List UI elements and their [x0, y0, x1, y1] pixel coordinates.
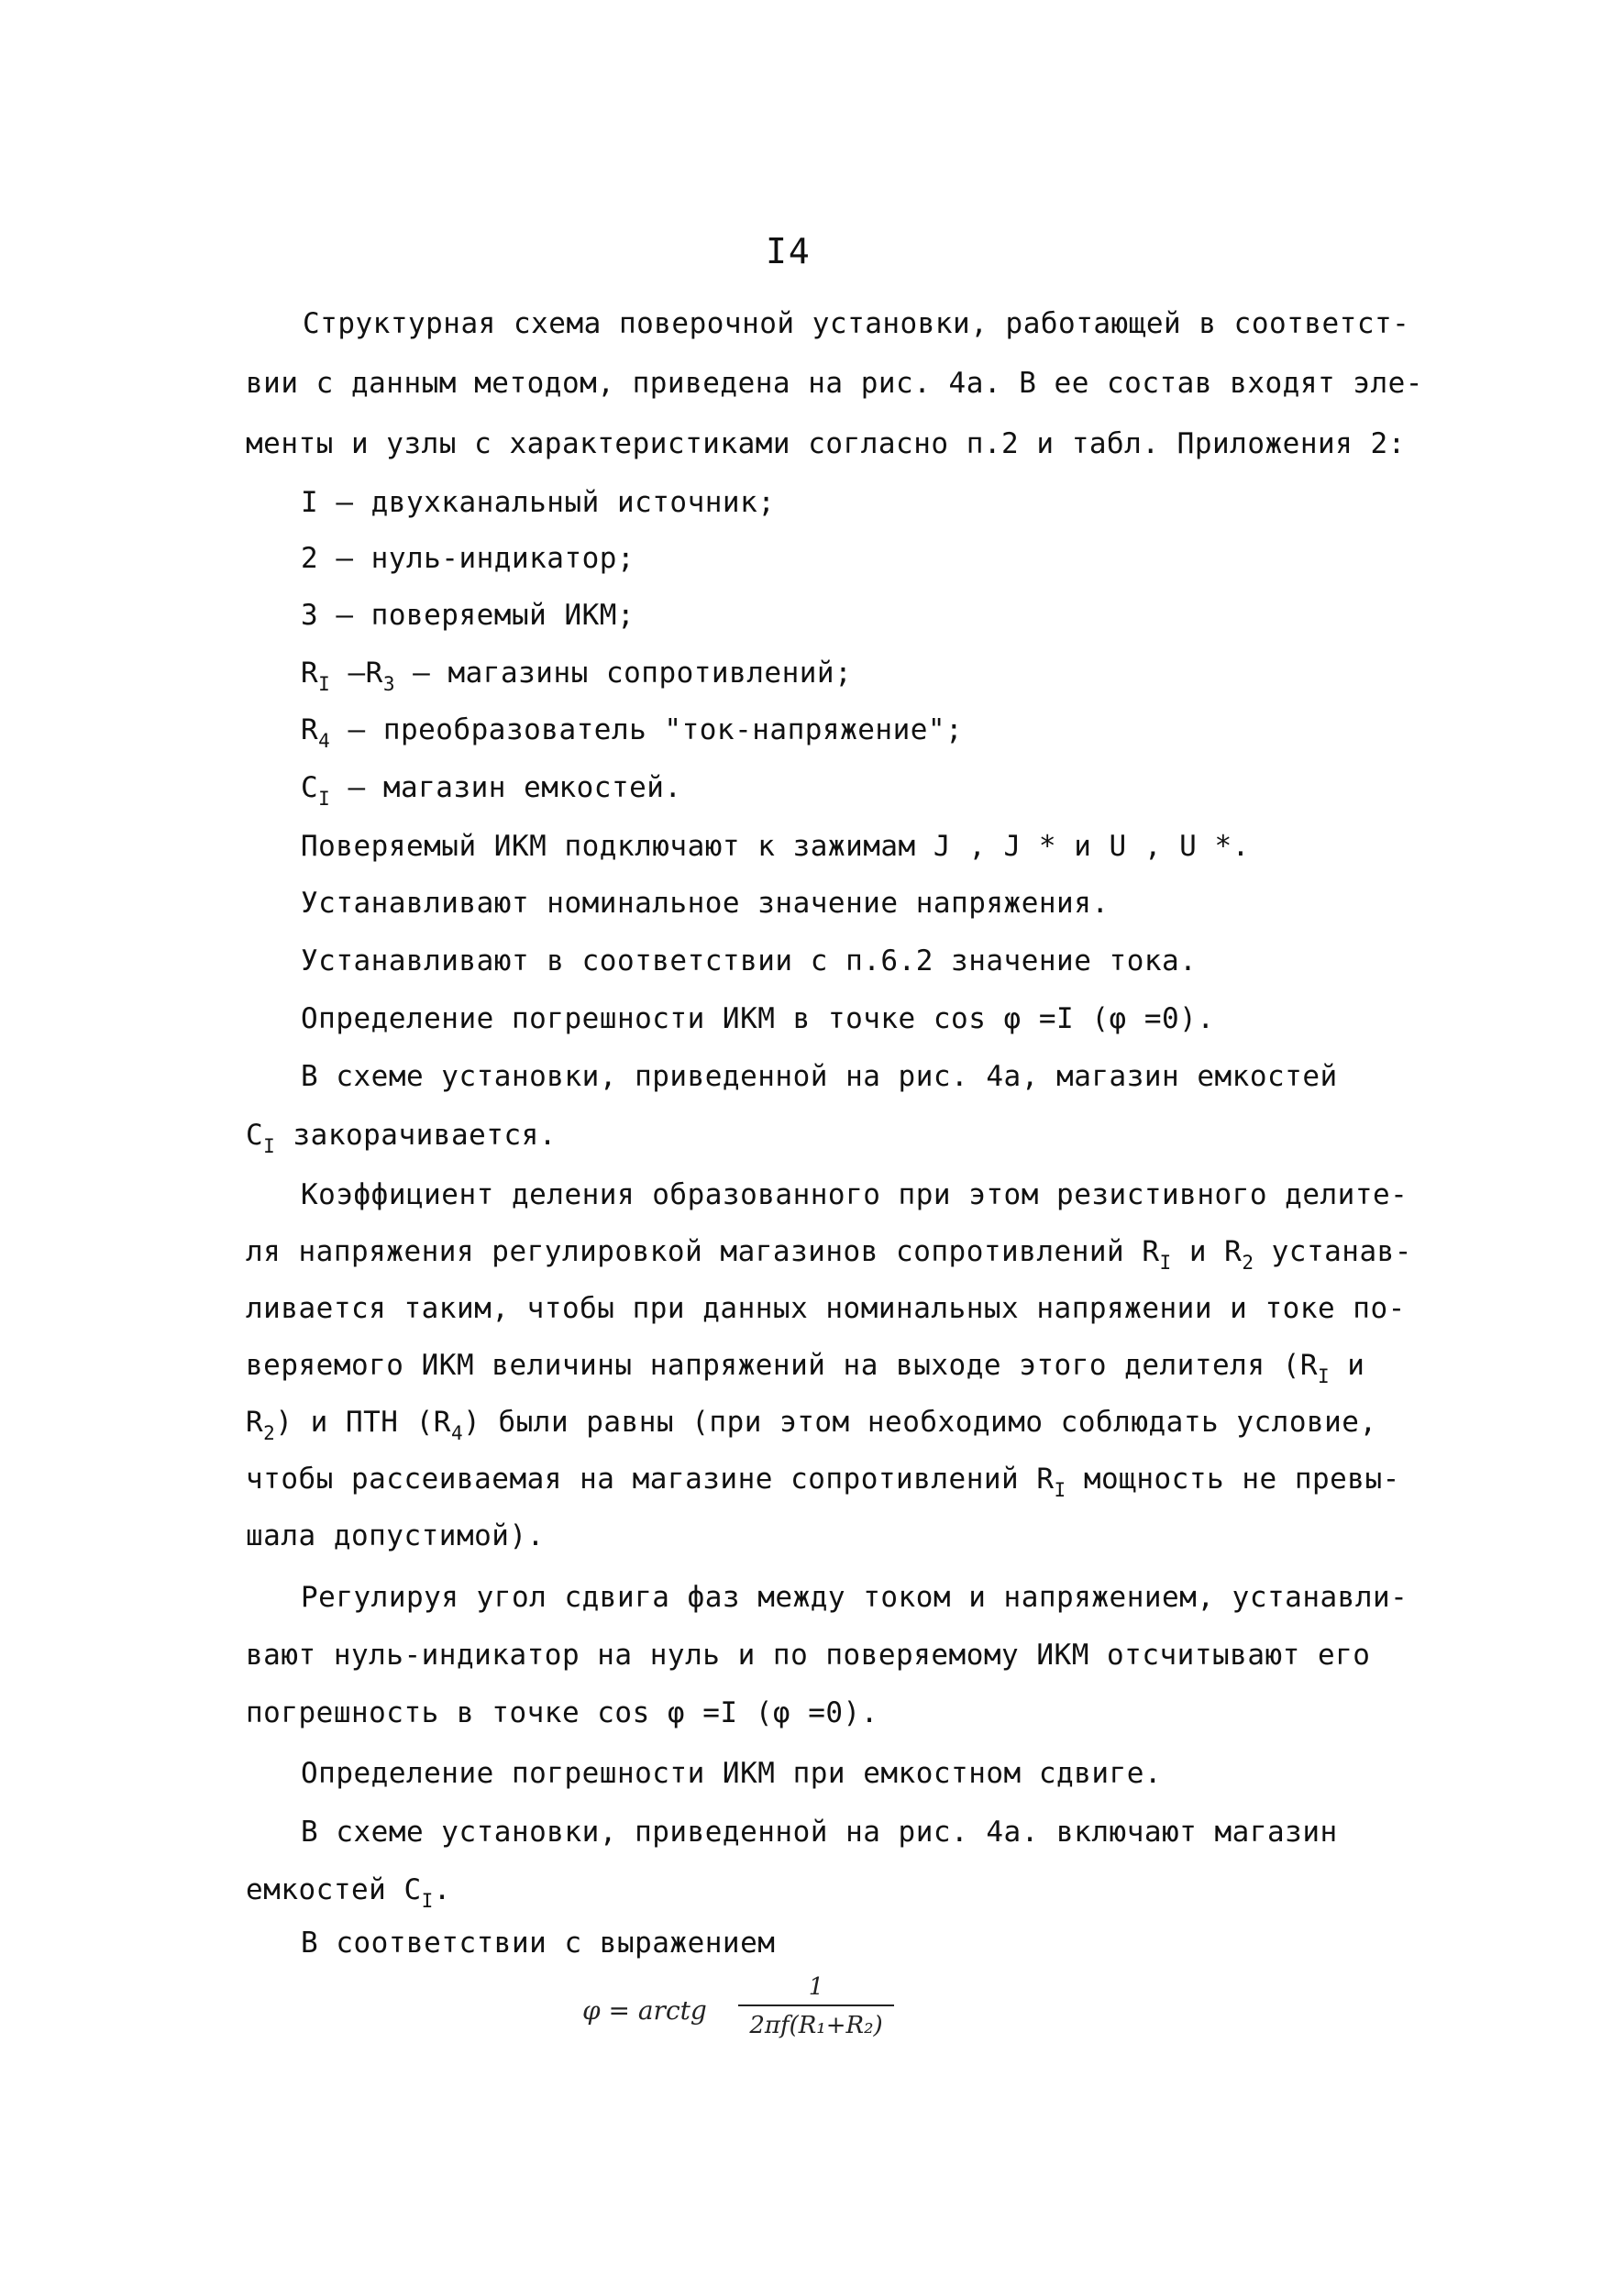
scheme-line-1: В схеме установки, приведенной на рис. 4а, магазин емкостей	[301, 1060, 1338, 1093]
paragraph-1-line-3: менты и узлы с характеристиками согласно п.2 и табл. Приложения 2:	[246, 427, 1406, 460]
formula-lhs: φ = arctg	[582, 1995, 707, 2026]
line-text: ) были равны (при этом необходимо соблюдать условие,	[463, 1406, 1377, 1439]
page-number: I4	[766, 231, 812, 271]
paragraph-2-line-6	[246, 1460, 1400, 1509]
step-set-current: Устанавливают в соответствии с п.6.2 значение тока.	[301, 944, 1198, 977]
subscript: 3	[382, 673, 395, 695]
line-text: ля напряжения регулировкой магазинов сопротивлений R	[246, 1235, 1160, 1268]
symbol-r: –R	[330, 657, 383, 690]
line-text: ) и ПТН (R	[275, 1406, 451, 1439]
element-item-2: 2 – нуль-индикатор;	[301, 542, 635, 575]
formula-numerator: 1	[808, 1973, 824, 2001]
line-text: устанав-	[1254, 1235, 1412, 1268]
paragraph-2-line-4	[246, 1346, 1364, 1396]
subscript: I	[1317, 1365, 1331, 1387]
capacitive-line-1: В схеме установки, приведенной на рис. 4а. включают магазин	[301, 1816, 1338, 1849]
line-text: и R	[1171, 1235, 1243, 1268]
element-item-3: 3 – поверяемый ИКМ;	[301, 599, 635, 632]
paragraph-3-line-3: погрешность в точке cos φ =I (φ =0).	[246, 1696, 878, 1729]
subscript: I	[263, 1135, 276, 1157]
subscript: I	[1054, 1479, 1066, 1501]
item-text: – магазины сопротивлений;	[394, 657, 853, 690]
scheme-line-2	[246, 1116, 557, 1165]
paragraph-1-line-1: Структурная схема поверочной установки, работающей в соответст-	[303, 307, 1410, 340]
element-item-r1-r3	[301, 654, 852, 703]
line-text: емкостей C	[246, 1873, 422, 1906]
subscript: I	[318, 788, 331, 810]
item-text: – преобразователь "ток-напряжение";	[330, 713, 964, 746]
subscript: 4	[450, 1422, 464, 1444]
symbol-c: C	[246, 1119, 264, 1152]
item-text: – магазин емкостей.	[330, 771, 682, 804]
fraction-bar	[738, 2004, 894, 2006]
paragraph-2-line-1: Коэффициент деления образованного при этом резистивного делите-	[301, 1178, 1409, 1211]
line-text: закорачивается.	[275, 1119, 557, 1152]
symbol-c: C	[301, 771, 319, 804]
subscript: I	[1159, 1252, 1172, 1274]
element-item-r4	[301, 711, 963, 760]
paragraph-3-line-1: Регулируя угол сдвига фаз между током и напряжением, устанавли-	[301, 1581, 1409, 1614]
paragraph-3-line-2: вают нуль-индикатор на нуль и по поверяемому ИКМ отсчитывают его	[246, 1639, 1371, 1672]
symbol-r: R	[301, 713, 319, 746]
heading-cos-error: Определение погрешности ИКМ в точке cos φ =I (φ =0).	[301, 1002, 1215, 1035]
subscript: 4	[318, 730, 331, 752]
formula-denominator: 2πf(R₁+R₂)	[749, 2012, 883, 2039]
subscript: I	[318, 673, 331, 695]
line-text: и	[1330, 1349, 1365, 1382]
symbol-r: R	[301, 657, 319, 690]
heading-capacitive-shift: Определение погрешности ИКМ при емкостном сдвиге.	[301, 1757, 1163, 1790]
paragraph-2-line-5	[246, 1403, 1377, 1452]
paragraph-2-line-3: ливается таким, чтобы при данных номинальных напряжении и токе по-	[246, 1292, 1406, 1325]
element-item-1: I – двухканальный источник;	[301, 486, 776, 519]
step-connect: Поверяемый ИКМ подключают к зажимам J , J * и U , U *.	[301, 830, 1250, 863]
subscript: 2	[263, 1422, 276, 1444]
line-text: мощность не превы-	[1066, 1463, 1400, 1496]
subscript: I	[421, 1890, 434, 1912]
line-text: чтобы рассеиваемая на магазине сопротивлений R	[246, 1463, 1055, 1496]
paragraph-2-line-7: шала допустимой).	[246, 1519, 545, 1552]
symbol-r: R	[246, 1406, 264, 1439]
paragraph-1-line-2: вии с данным методом, приведена на рис. 4а. В ее состав входят эле-	[246, 367, 1423, 400]
subscript: 2	[1242, 1252, 1254, 1274]
capacitive-line-3: В соответствии с выражением	[301, 1927, 776, 1960]
formula-fraction	[738, 1971, 894, 2041]
line-text: веряемого ИКМ величины напряжений на выходе этого делителя (R	[246, 1349, 1318, 1382]
line-text: .	[433, 1873, 451, 1906]
capacitive-line-2	[246, 1871, 451, 1920]
step-set-voltage: Устанавливают номинальное значение напряжения.	[301, 887, 1110, 920]
element-item-c1	[301, 768, 682, 818]
paragraph-2-line-2	[246, 1232, 1412, 1282]
